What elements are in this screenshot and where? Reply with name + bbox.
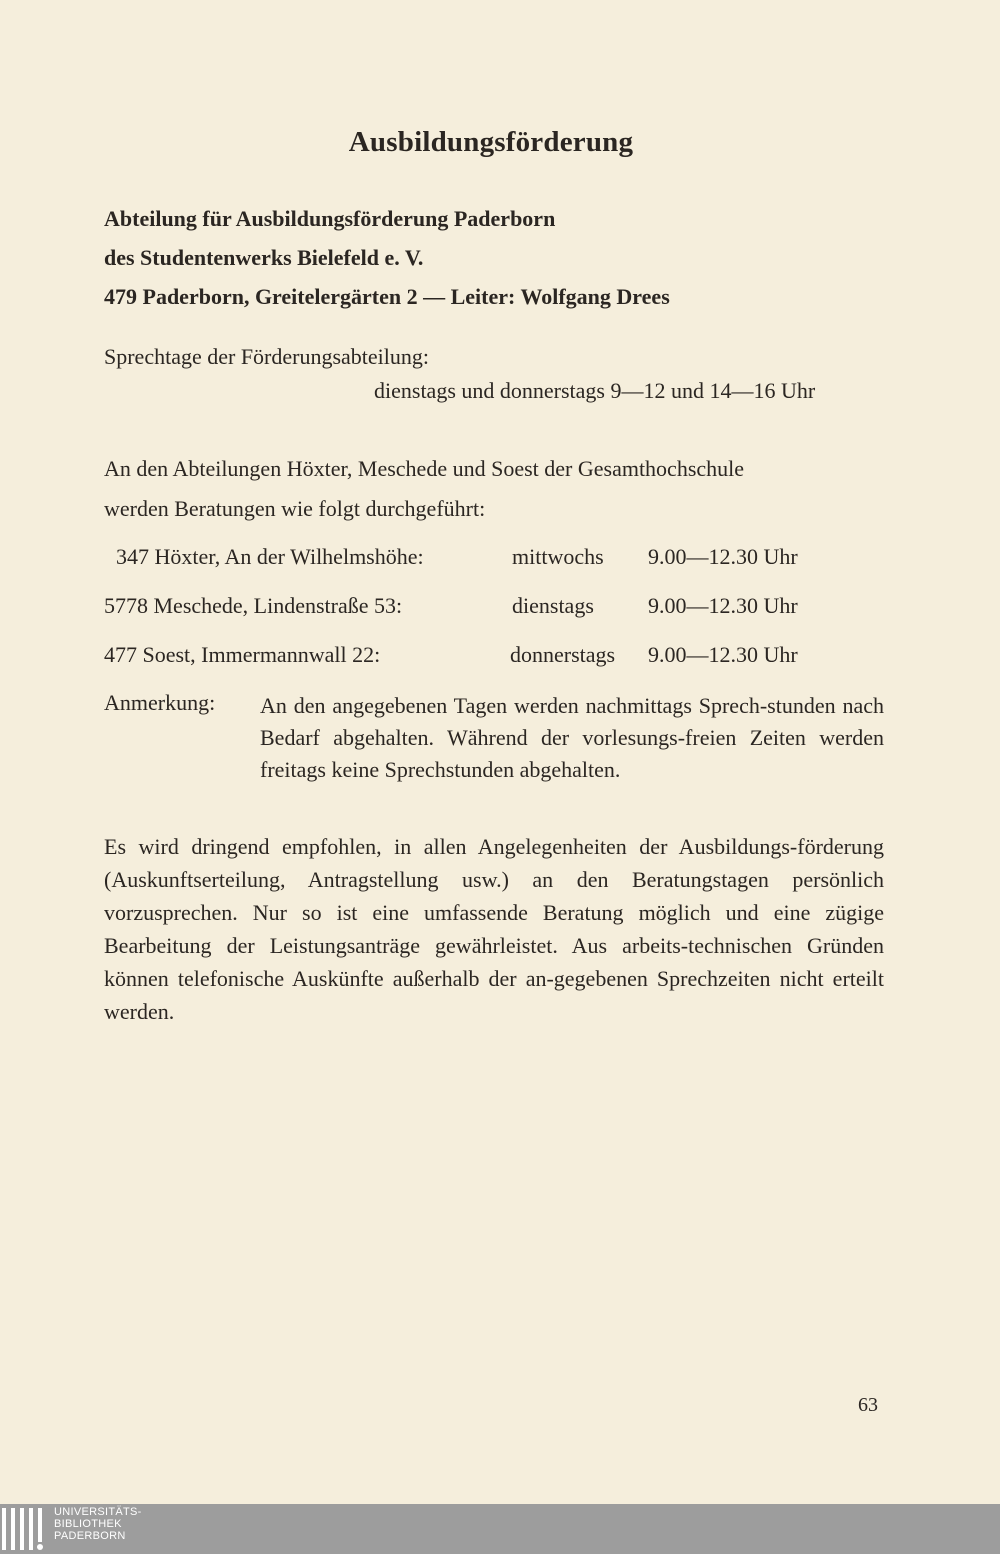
- branch-day: dienstags: [512, 593, 594, 618]
- page-number: 63: [858, 1394, 878, 1416]
- organization-name: des Studentenwerks Bielefeld e. V.: [104, 245, 424, 270]
- office-hours-value: dienstags und donnerstags 9—12 und 14—16 Uhr: [374, 378, 816, 403]
- library-footer: [0, 1504, 1000, 1554]
- branch-time: 9.00—12.30 Uhr: [648, 544, 798, 569]
- page-title: Ausbildungsförderung: [348, 126, 634, 158]
- note-label: Anmerkung:: [104, 690, 216, 715]
- library-logo-icon: [2, 1508, 50, 1550]
- branch-place: 5778 Meschede, Lindenstraße 53:: [104, 593, 403, 618]
- branch-day: donnerstags: [510, 642, 616, 667]
- branch-day: mittwochs: [512, 544, 604, 569]
- branch-time: 9.00—12.30 Uhr: [648, 642, 798, 667]
- branch-place: 347 Höxter, An der Wilhelmshöhe:: [116, 544, 424, 569]
- intro-line-2: werden Beratungen wie folgt durchgeführt:: [104, 496, 486, 521]
- note-text: An den angegebenen Tagen werden nachmittags Sprech-stunden nach Bedarf abgehalten. Während der vorlesungs-freien Zeiten werden freitags keine Sprechstunden abgehalten.: [260, 693, 884, 782]
- intro-line-1: An den Abteilungen Höxter, Meschede und Soest der Gesamthochschule: [104, 456, 745, 481]
- branch-place: 477 Soest, Immermannwall 22:: [104, 642, 381, 667]
- office-hours-label: Sprechtage der Förderungsabteilung:: [104, 344, 430, 369]
- department-name: Abteilung für Ausbildungsförderung Paderborn: [104, 206, 556, 231]
- recommendation-paragraph: Es wird dringend empfohlen, in allen Angelegenheiten der Ausbildungs-förderung (Auskunftserteilung, Antragstellung usw.) an den Beratungstagen persönlich vorzusprechen. Nur so ist eine umfassende Beratung möglich und eine zügige Bearbeitung der Leistungsanträge gewährleistet. Aus arbeits-technischen Gründen können telefonische Auskünfte außerhalb der an-gegebenen Sprechzeiten nicht erteilt werden.: [104, 834, 884, 1024]
- branch-time: 9.00—12.30 Uhr: [648, 593, 798, 618]
- address-line: 479 Paderborn, Greitelergärten 2 — Leiter: Wolfgang Drees: [104, 284, 670, 309]
- library-logo-text: UNIVERSITÄTS- BIBLIOTHEK PADERBORN: [54, 1506, 142, 1542]
